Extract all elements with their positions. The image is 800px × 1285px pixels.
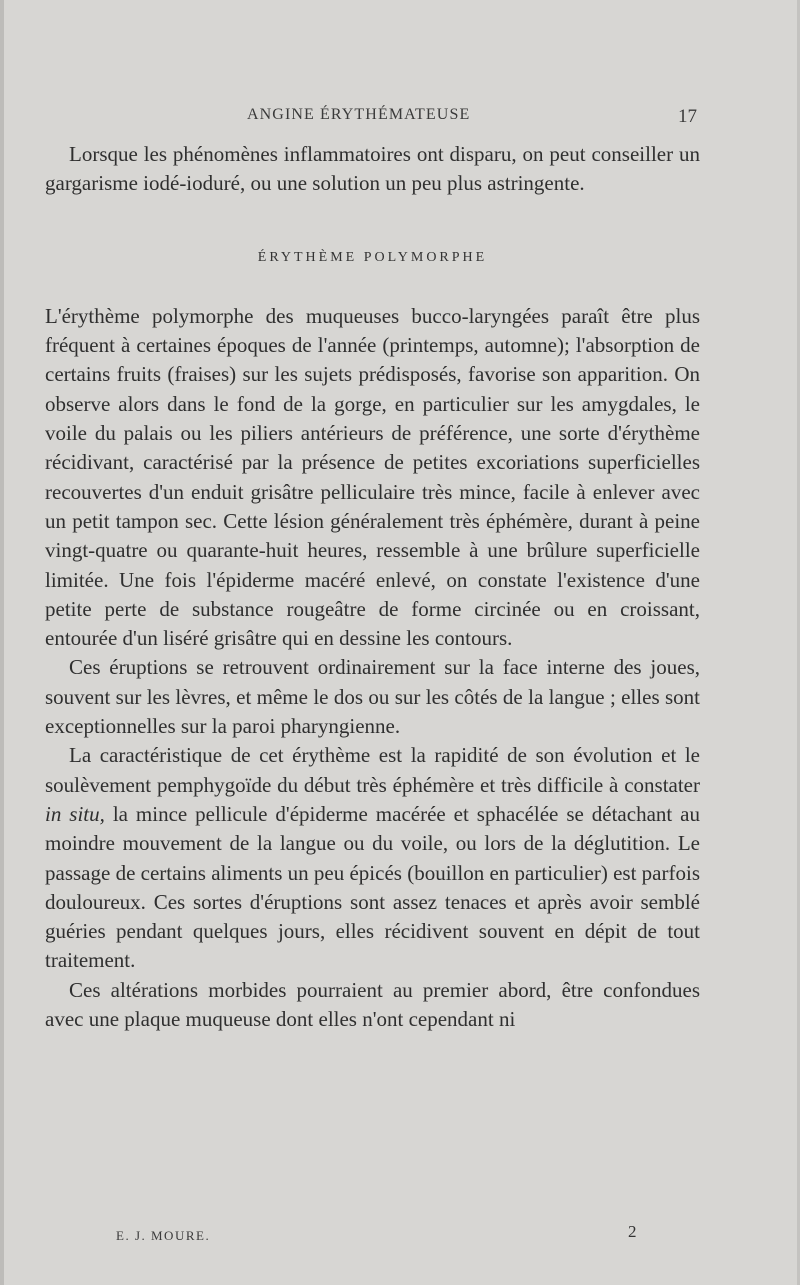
paragraph-4-italic: in situ, [45,801,105,826]
section-spacer-bottom [45,272,700,302]
section-spacer-top [45,199,700,243]
paragraph-4-text-a: La caractéristique de cet érythème est la rapidité de son évolution et le soulèvement pemphygoïde du début très éphémère et très difficile à constater [45,743,700,797]
running-title: ANGINE ÉRYTHÉMATEUSE [247,106,471,123]
signature-number: 2 [628,1222,637,1241]
body-text [45,140,700,1034]
page-edge-left [0,0,4,1285]
running-head [47,106,697,126]
paragraph-4-text-b: la mince pellicule d'épiderme macérée et sphacélée se détachant au moindre mouvement de la langue ou du voile, ou lors de la déglutition. Le passage de certains aliments un peu épicés (bouillon en particulier) est parfois douloureux. Ces sortes d'éruptions sont assez tenaces et après avoir semblé guéries pendant quelques jours, elles récidivent souvent en dépit de tout traitement. [45,801,700,973]
section-heading: ÉRYTHÈME POLYMORPHE [257,249,488,265]
paragraph-1: Lorsque les phénomènes inflammatoires ont disparu, on peut conseiller un gargarisme iodé-ioduré, ou une solution un peu plus astringente. [45,142,700,196]
paragraph-5: Ces altérations morbides pourraient au premier abord, être confondues avec une plaque muqueuse dont elles n'ont cependant ni [45,977,700,1032]
paragraph-2: L'érythème polymorphe des muqueuses bucco-laryngées paraît être plus fréquent à certaines époques de l'année (printemps, automne); l'absorption de certains fruits (fraises) sur les sujets prédisposés, favorise son apparition. On observe alors dans le fond de la gorge, en particulier sur les amygdales, le voile du palais ou les piliers antérieurs de préférence, une sorte d'érythème récidivant, caractérisé par la présence de petites excoriations superficielles recouvertes d'un enduit grisâtre pelliculaire très mince, facile à enlever avec un petit tampon sec. Cette lésion généralement très éphémère, durant à peine vingt-quatre ou quarante-huit heures, ressemble à une brûlure superficielle limitée. Une fois l'épiderme macéré enlevé, on constate l'existence d'une petite perte de substance rougeâtre de forme circinée ou en croissant, entourée d'un liséré grisâtre qui en dessine les contours. [45,303,700,651]
paragraph-4 [45,741,700,975]
author-signature: E. J. MOURE. [116,1228,211,1243]
paragraph-3: Ces éruptions se retrouvent ordinairement sur la face interne des joues, souvent sur les lèvres, et même le dos ou sur les côtés de la langue ; elles sont exceptionnelles sur la paroi pharyngienne. [45,655,700,739]
page-number: 17 [678,106,697,127]
